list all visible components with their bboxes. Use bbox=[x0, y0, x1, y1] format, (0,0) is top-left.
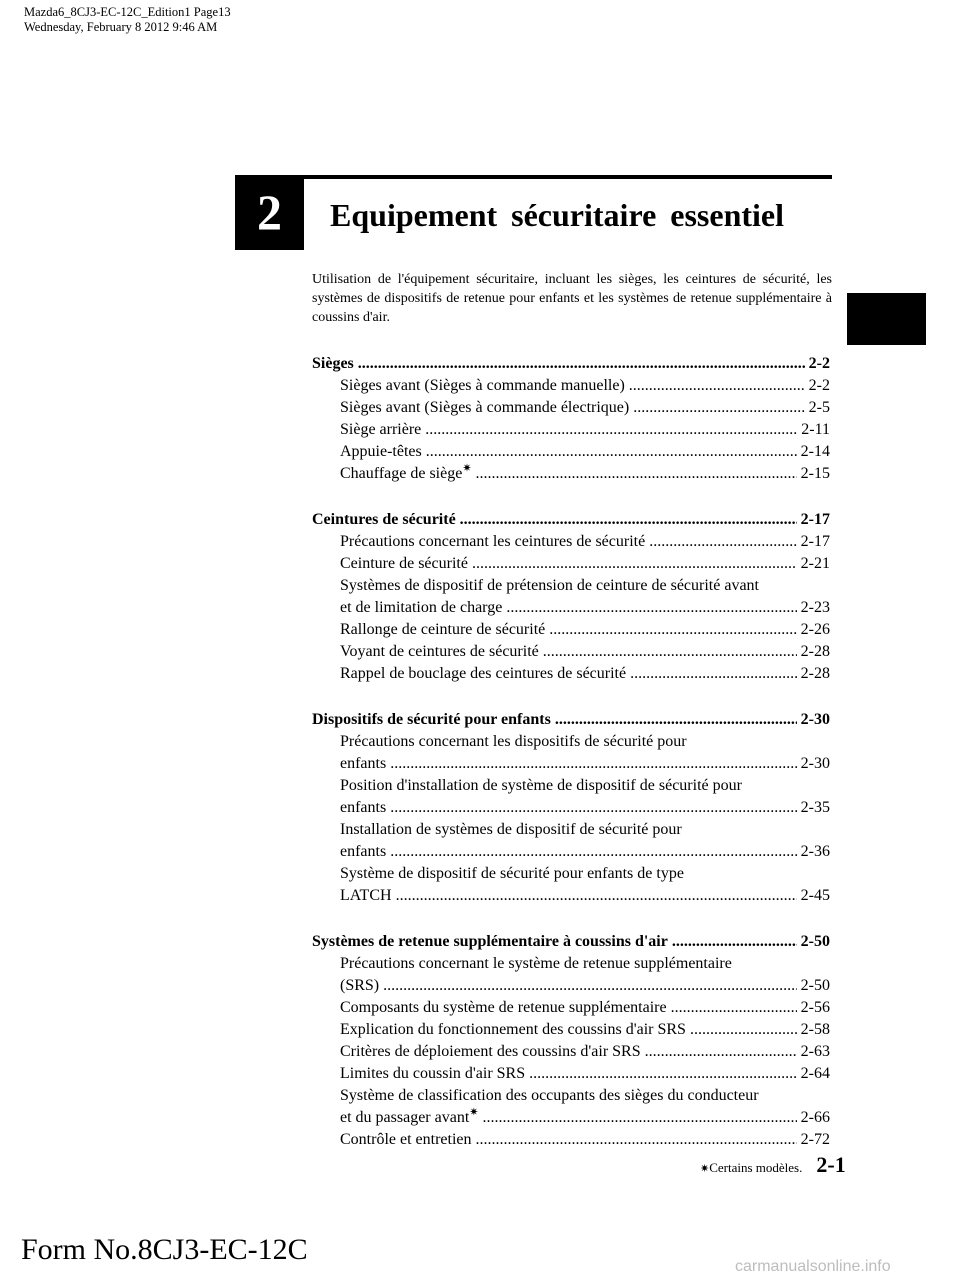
toc-page: 2-45 bbox=[800, 887, 830, 904]
toc-page: 2-35 bbox=[800, 799, 830, 816]
toc-entry[interactable] bbox=[312, 663, 830, 685]
toc-entry-label: enfants bbox=[340, 799, 387, 816]
toc-page: 2-26 bbox=[800, 621, 830, 638]
toc-entry-label: enfants bbox=[340, 843, 387, 860]
chapter-intro: Utilisation de l'équipement sécuritaire, incluant les sièges, les ceintures de sécurité, les systèmes de dispositifs de retenue pour enfants et les systèmes de retenue supplémentaire à coussins d'air. bbox=[312, 272, 832, 325]
toc-page: 2-15 bbox=[800, 465, 830, 482]
toc-entry[interactable] bbox=[312, 1063, 830, 1085]
toc-page: 2-23 bbox=[800, 599, 830, 616]
toc-entry[interactable] bbox=[312, 553, 830, 575]
toc-page: 2-50 bbox=[800, 977, 830, 994]
toc-page: 2-66 bbox=[800, 1109, 830, 1126]
chapter-rule bbox=[304, 175, 832, 179]
toc-entry-line1[interactable]: Système de dispositif de sécurité pour enfants de type bbox=[340, 865, 684, 882]
toc-section-sieges bbox=[312, 353, 830, 485]
toc-entry[interactable] bbox=[312, 753, 830, 775]
toc-entry-line1[interactable]: Position d'installation de système de dispositif de sécurité pour bbox=[340, 777, 742, 794]
toc-entry[interactable] bbox=[312, 597, 830, 619]
page-footnote: ✷ Certains modèles. 2-1 bbox=[700, 1152, 846, 1177]
toc-entry[interactable] bbox=[312, 885, 830, 907]
form-number: Form No.8CJ3-EC-12C bbox=[21, 1233, 308, 1266]
chapter-number: 2 bbox=[235, 175, 304, 250]
toc-entry[interactable] bbox=[312, 1019, 830, 1041]
toc-entry[interactable] bbox=[312, 619, 830, 641]
toc-entry-label: Voyant de ceintures de sécurité bbox=[340, 643, 539, 660]
table-of-contents bbox=[312, 353, 830, 1175]
optional-star-icon: ✷ bbox=[469, 1106, 479, 1119]
toc-page: 2-72 bbox=[800, 1131, 830, 1148]
toc-entry[interactable] bbox=[312, 463, 830, 485]
toc-page: 2-2 bbox=[808, 377, 830, 394]
toc-heading-label: Dispositifs de sécurité pour enfants bbox=[312, 711, 551, 728]
toc-entry[interactable] bbox=[312, 1129, 830, 1151]
toc-page: 2-56 bbox=[800, 999, 830, 1016]
toc-entry-label: Critères de déploiement des coussins d'air SRS bbox=[340, 1043, 641, 1060]
toc-page: 2-21 bbox=[800, 555, 830, 572]
toc-entry-label: Explication du fonctionnement des coussins d'air SRS bbox=[340, 1021, 686, 1038]
toc-entry[interactable] bbox=[312, 531, 830, 553]
toc-page: 2-17 bbox=[800, 511, 830, 528]
toc-entry[interactable] bbox=[312, 1107, 830, 1129]
toc-page: 2-5 bbox=[808, 399, 830, 416]
toc-entry-line1[interactable]: Installation de systèmes de dispositif de sécurité pour bbox=[340, 821, 682, 838]
toc-entry-label: Limites du coussin d'air SRS bbox=[340, 1065, 526, 1082]
header-filename: Mazda6_8CJ3-EC-12C_Edition1 Page13 bbox=[24, 5, 231, 19]
toc-entry[interactable] bbox=[312, 397, 830, 419]
toc-section-coussins-air bbox=[312, 931, 830, 1151]
footnote-text: Certains modèles. bbox=[709, 1160, 803, 1175]
toc-entry-label: Précautions concernant les ceintures de sécurité bbox=[340, 533, 646, 550]
toc-entry[interactable] bbox=[312, 841, 830, 863]
toc-entry-label: et du passager avant bbox=[340, 1109, 470, 1126]
page-number: 2-1 bbox=[816, 1152, 846, 1177]
toc-entry-label: Sièges avant (Sièges à commande électrique) bbox=[340, 399, 630, 416]
toc-heading-label: Ceintures de sécurité bbox=[312, 511, 456, 528]
optional-star-icon: ✷ bbox=[462, 462, 472, 475]
toc-entry-label: LATCH bbox=[340, 887, 392, 904]
toc-page: 2-30 bbox=[800, 755, 830, 772]
toc-entry-line1[interactable]: Système de classification des occupants des sièges du conducteur bbox=[340, 1087, 759, 1104]
toc-page: 2-28 bbox=[800, 643, 830, 660]
toc-entry[interactable] bbox=[312, 997, 830, 1019]
toc-page: 2-17 bbox=[800, 533, 830, 550]
chapter-title: Equipement sécuritaire essentiel bbox=[330, 197, 785, 233]
toc-entry-line1[interactable]: Systèmes de dispositif de prétension de ceinture de sécurité avant bbox=[340, 577, 759, 594]
toc-entry[interactable] bbox=[312, 1041, 830, 1063]
toc-entry-label: Rallonge de ceinture de sécurité bbox=[340, 621, 546, 638]
toc-page: 2-28 bbox=[800, 665, 830, 682]
header-timestamp: Wednesday, February 8 2012 9:46 AM bbox=[24, 20, 218, 34]
toc-entry[interactable] bbox=[312, 797, 830, 819]
toc-entry-label: Chauffage de siège bbox=[340, 465, 463, 482]
chapter-side-tab bbox=[847, 293, 926, 345]
toc-entry-line1[interactable]: Précautions concernant le système de retenue supplémentaire bbox=[340, 955, 732, 972]
toc-entry-line1[interactable]: Précautions concernant les dispositifs de sécurité pour bbox=[340, 733, 687, 750]
toc-heading-label: Systèmes de retenue supplémentaire à coussins d'air bbox=[312, 933, 668, 950]
toc-page: 2-36 bbox=[800, 843, 830, 860]
toc-entry[interactable] bbox=[312, 441, 830, 463]
toc-entry-label: Composants du système de retenue supplémentaire bbox=[340, 999, 667, 1016]
toc-entry-label: Contrôle et entretien bbox=[340, 1131, 472, 1148]
toc-entry-label: Sièges avant (Sièges à commande manuelle) bbox=[340, 377, 625, 394]
toc-page: 2-2 bbox=[808, 355, 830, 372]
toc-entry[interactable] bbox=[312, 419, 830, 441]
toc-entry-label: Siège arrière bbox=[340, 421, 422, 438]
toc-heading-label: Sièges bbox=[312, 355, 354, 372]
toc-entry[interactable] bbox=[312, 975, 830, 997]
toc-section-ceintures bbox=[312, 509, 830, 685]
toc-entry-label: (SRS) bbox=[340, 977, 380, 994]
toc-section-enfants bbox=[312, 709, 830, 907]
toc-page: 2-64 bbox=[800, 1065, 830, 1082]
print-header bbox=[24, 5, 231, 35]
toc-heading[interactable] bbox=[312, 709, 830, 731]
toc-page: 2-58 bbox=[800, 1021, 830, 1038]
toc-entry-label: Appuie-têtes bbox=[340, 443, 422, 460]
chapter-heading bbox=[235, 175, 832, 250]
toc-entry-label: Ceinture de sécurité bbox=[340, 555, 468, 572]
toc-page: 2-14 bbox=[800, 443, 830, 460]
toc-heading[interactable] bbox=[312, 353, 830, 375]
toc-entry-label: Rappel de bouclage des ceintures de sécurité bbox=[340, 665, 627, 682]
toc-page: 2-63 bbox=[800, 1043, 830, 1060]
toc-entry-label: enfants bbox=[340, 755, 387, 772]
toc-entry[interactable] bbox=[312, 641, 830, 663]
toc-page: 2-30 bbox=[800, 711, 830, 728]
toc-page: 2-11 bbox=[801, 421, 830, 438]
toc-heading[interactable] bbox=[312, 931, 830, 953]
toc-page: 2-50 bbox=[800, 933, 830, 950]
toc-entry-label: et de limitation de charge bbox=[340, 599, 503, 616]
toc-entry[interactable] bbox=[312, 375, 830, 397]
toc-heading[interactable] bbox=[312, 509, 830, 531]
watermark: carmanualsonline.info bbox=[735, 1258, 891, 1275]
